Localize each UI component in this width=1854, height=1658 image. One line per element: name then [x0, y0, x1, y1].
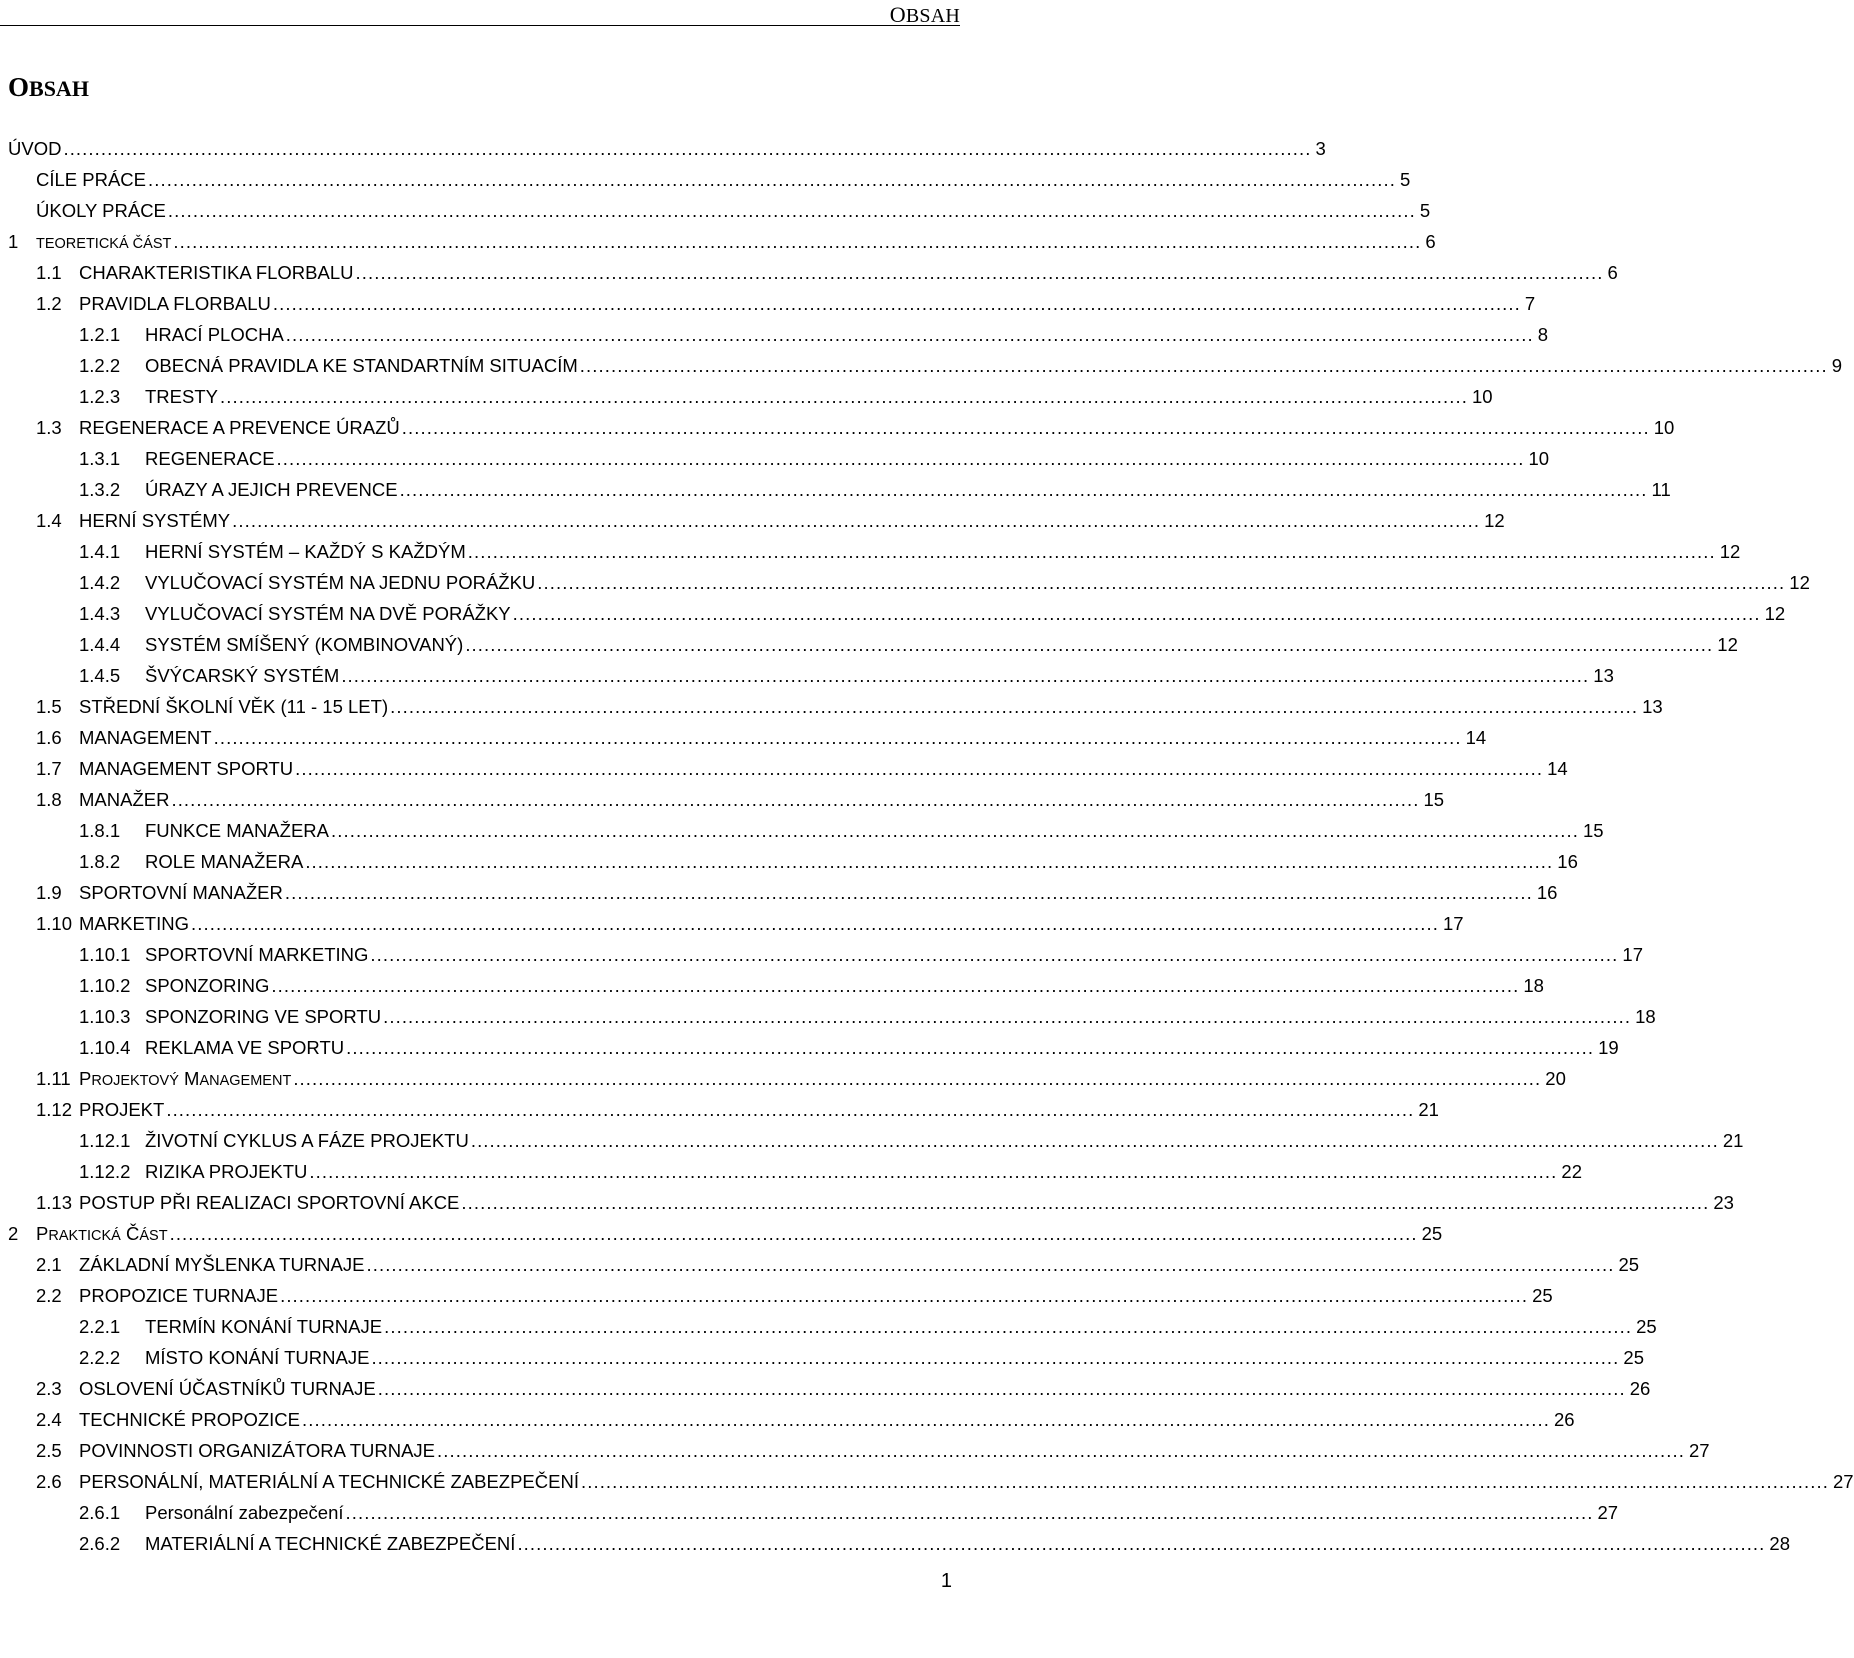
toc-entry-number: 1.13	[36, 1192, 73, 1213]
toc-entry-page: 9	[1831, 355, 1843, 376]
toc-entry-page: 14	[1465, 727, 1487, 748]
toc-entry-page: 20	[1545, 1068, 1566, 1089]
toc-entry-number: 1.4.1	[79, 541, 121, 562]
toc-leader-dots: ........................................................................................................................................................................................................	[437, 1440, 1685, 1461]
toc-entry-title: CHARAKTERISTIKA FLORBALU	[79, 262, 354, 283]
page-number: 1	[940, 1570, 952, 1592]
toc-leader-dots: ........................................................................................................................................................................................................	[63, 138, 1312, 159]
toc-entry-page: 5	[1419, 200, 1431, 221]
toc-leader-dots: ........................................................................................................................................................................................................	[470, 1130, 1719, 1151]
toc-entry-number: 1.8	[36, 789, 62, 810]
toc-entry[interactable]	[8, 754, 1568, 785]
toc-entry[interactable]	[8, 165, 1411, 196]
toc-entry[interactable]	[8, 723, 1487, 754]
toc-leader-dots: ........................................................................................................................................................................................................	[167, 200, 1416, 221]
page-title	[8, 72, 89, 103]
toc-entry-title: REKLAMA VE SPORTU	[145, 1037, 345, 1058]
toc-entry-title: FUNKCE MANAŽERA	[145, 820, 329, 841]
toc-entry-title: ROLE MANAŽERA	[145, 851, 304, 872]
toc-entry-page: 6	[1607, 262, 1618, 283]
toc-entry-number: 2.3	[36, 1378, 62, 1399]
toc-entry-page: 17	[1622, 944, 1643, 965]
toc-entry-page: 22	[1561, 1161, 1582, 1182]
toc-entry-page: 5	[1400, 169, 1411, 190]
toc-leader-dots: ........................................................................................................................................................................................................	[461, 1192, 1710, 1213]
toc-entry-number: 1.4.4	[79, 634, 121, 655]
toc-entry-number: 2	[8, 1223, 19, 1244]
toc-entry[interactable]	[8, 134, 1326, 165]
toc-entry[interactable]	[8, 227, 1436, 258]
page-title-initial: O	[8, 72, 30, 102]
toc-entry-number: 1.12.2	[79, 1161, 131, 1182]
toc-entry[interactable]	[8, 599, 1786, 630]
toc-leader-dots: ........................................................................................................................................................................................................	[309, 1161, 1558, 1182]
toc-leader-dots: ........................................................................................................................................................................................................	[169, 1223, 1418, 1244]
toc-entry-number: 1.3.2	[79, 479, 121, 500]
toc-entry-page: 25	[1618, 1254, 1640, 1275]
toc-entry-page: 23	[1713, 1192, 1734, 1213]
toc-entry-title: CÍLE PRÁCE	[36, 169, 147, 190]
toc-entry-number: 2.2.2	[79, 1347, 121, 1368]
toc-entry-number: 2.1	[36, 1254, 62, 1275]
toc-entry-number: 2.6.2	[79, 1533, 121, 1554]
toc-entry-page: 16	[1557, 851, 1578, 872]
toc-entry[interactable]	[8, 909, 1464, 940]
toc-leader-dots: ........................................................................................................................................................................................................	[512, 603, 1761, 624]
toc-entry-number: 1.3	[36, 417, 62, 438]
toc-entry[interactable]	[8, 196, 1431, 227]
toc-entry[interactable]	[8, 1064, 1566, 1095]
toc-entry-page: 21	[1418, 1099, 1439, 1120]
toc-leader-dots: ........................................................................................................................................................................................................	[284, 882, 1533, 903]
toc-entry-number: 2.6.1	[79, 1502, 121, 1523]
toc-entry[interactable]	[8, 382, 1493, 413]
toc-entry-page: 18	[1523, 975, 1544, 996]
toc-entry-page: 17	[1442, 913, 1464, 934]
toc-entry[interactable]	[8, 1157, 1582, 1188]
toc-entry-title: HERNÍ SYSTÉMY	[79, 510, 231, 531]
toc-entry[interactable]	[8, 971, 1544, 1002]
toc-leader-dots: ........................................................................................................................................................................................................	[346, 1037, 1595, 1058]
toc-entry-title: TECHNICKÉ PROPOZICE	[79, 1409, 300, 1430]
toc-entry-title: PROJEKT	[79, 1099, 165, 1120]
toc-entry-page: 26	[1629, 1378, 1651, 1399]
toc-entry-page: 19	[1598, 1037, 1619, 1058]
toc-entry-number: 1.2.2	[79, 355, 121, 376]
toc-leader-dots: ........................................................................................................................................................................................................	[213, 727, 1462, 748]
toc-entry-page: 15	[1423, 789, 1445, 810]
toc-entry[interactable]	[8, 1467, 1854, 1498]
toc-leader-dots: ........................................................................................................................................................................................................	[370, 944, 1619, 965]
toc-entry[interactable]	[8, 506, 1505, 537]
toc-entry[interactable]	[8, 847, 1578, 878]
toc-entry-number: 1.10.4	[79, 1037, 131, 1058]
toc-entry-number: 1.9	[36, 882, 62, 903]
toc-entry-number: 1.10	[36, 913, 73, 934]
toc-entry-number: 1.4.3	[79, 603, 121, 624]
toc-leader-dots: ........................................................................................................................................................................................................	[190, 913, 1439, 934]
toc-entry-number: 1.4.2	[79, 572, 121, 593]
toc-entry[interactable]	[8, 289, 1536, 320]
toc-entry-number: 1.4	[36, 510, 62, 531]
toc-entry-number: 1.12	[36, 1099, 73, 1120]
toc-entry-title: SPORTOVNÍ MANAŽER	[79, 882, 283, 903]
toc-entry-page: 12	[1789, 572, 1810, 593]
toc-entry-page: 28	[1769, 1533, 1790, 1554]
toc-entry-title: ÚVOD	[8, 138, 62, 159]
toc-leader-dots: ........................................................................................................................................................................................................	[517, 1533, 1766, 1554]
toc-entry[interactable]	[8, 537, 1741, 568]
toc-entry-number: 1.6	[36, 727, 62, 748]
toc-leader-dots: ........................................................................................................................................................................................................	[219, 386, 1468, 407]
toc-entry-number: 1.8.2	[79, 851, 121, 872]
toc-entry-title: MANAŽER	[79, 789, 170, 810]
toc-entry-number: 1	[8, 231, 19, 252]
toc-entry-title: PROPOZICE TURNAJE	[79, 1285, 279, 1306]
toc-entry-title: VYLUČOVACÍ SYSTÉM NA DVĚ PORÁŽKY	[145, 603, 511, 624]
toc-entry[interactable]	[8, 444, 1550, 475]
toc-entry-number: 1.4.5	[79, 665, 121, 686]
toc-entry-page: 3	[1315, 138, 1326, 159]
toc-entry-page: 27	[1597, 1502, 1619, 1523]
toc-entry-page: 18	[1635, 1006, 1656, 1027]
toc-entry[interactable]	[8, 413, 1675, 444]
toc-leader-dots: ........................................................................................................................................................................................................	[285, 324, 1534, 345]
toc-entry[interactable]	[8, 1436, 1710, 1467]
toc-entry-title: PROJEKTOVÝ MANAGEMENT	[79, 1068, 292, 1089]
toc-entry-title: STŘEDNÍ ŠKOLNÍ VĚK (11 - 15 LET)	[79, 696, 389, 717]
toc-entry-number: 1.5	[36, 696, 62, 717]
toc-entry-title: MATERIÁLNÍ A TECHNICKÉ ZABEZPEČENÍ	[145, 1533, 516, 1554]
toc-entry-page: 11	[1651, 479, 1671, 500]
toc-entry-title: MANAGEMENT	[79, 727, 212, 748]
toc-entry-page: 13	[1593, 665, 1614, 686]
toc-entry[interactable]	[8, 692, 1663, 723]
header-rule	[0, 25, 960, 26]
toc-entry[interactable]	[8, 1405, 1575, 1436]
toc-leader-dots: ........................................................................................................................................................................................................	[377, 1378, 1626, 1399]
toc-entry-number: 2.2.1	[79, 1316, 121, 1337]
toc-entry[interactable]	[8, 940, 1643, 971]
toc-entry-title: SPONZORING	[145, 975, 270, 996]
toc-entry-title: Personální zabezpečení	[145, 1502, 344, 1523]
toc-entry-title: HRACÍ PLOCHA	[145, 324, 284, 345]
toc-entry-page: 7	[1524, 293, 1536, 314]
toc-entry-page: 14	[1547, 758, 1568, 779]
toc-leader-dots: ........................................................................................................................................................................................................	[399, 479, 1648, 500]
toc-entry-number: 1.12.1	[79, 1130, 131, 1151]
toc-leader-dots: ........................................................................................................................................................................................................	[345, 1502, 1594, 1523]
toc-entry[interactable]	[8, 630, 1738, 661]
toc-entry-page: 6	[1425, 231, 1436, 252]
toc-entry-number: 1.11	[36, 1068, 71, 1089]
toc-entry-title: PRAVIDLA FLORBALU	[79, 293, 271, 314]
toc-entry[interactable]	[8, 351, 1843, 382]
toc-leader-dots: ........................................................................................................................................................................................................	[355, 262, 1604, 283]
toc-entry-number: 1.3.1	[79, 448, 121, 469]
toc-entry-page: 27	[1689, 1440, 1710, 1461]
toc-leader-dots: ........................................................................................................................................................................................................	[390, 696, 1639, 717]
toc-leader-dots: ........................................................................................................................................................................................................	[173, 231, 1422, 252]
toc-entry-page: 27	[1832, 1471, 1854, 1492]
toc-entry-title: PRAKTICKÁ ČÁST	[36, 1223, 168, 1244]
toc-entry[interactable]	[8, 1343, 1644, 1374]
toc-entry-number: 2.4	[36, 1409, 62, 1430]
toc-entry[interactable]	[8, 1095, 1439, 1126]
toc-entry-number: 1.10.1	[79, 944, 131, 965]
toc-entry-page: 15	[1582, 820, 1604, 841]
toc-entry-number: 2.2	[36, 1285, 62, 1306]
toc-leader-dots: ........................................................................................................................................................................................................	[467, 541, 1716, 562]
toc-leader-dots: ........................................................................................................................................................................................................	[383, 1006, 1632, 1027]
toc-entry-number: 1.10.3	[79, 1006, 131, 1027]
toc-entry-page: 25	[1532, 1285, 1553, 1306]
toc-entry-title: REGENERACE	[145, 448, 275, 469]
toc-entry-title: SPORTOVNÍ MARKETING	[145, 944, 369, 965]
toc-entry-page: 21	[1722, 1130, 1744, 1151]
toc-entry[interactable]	[8, 1498, 1619, 1529]
toc-entry[interactable]	[8, 1281, 1553, 1312]
toc-entry[interactable]	[8, 816, 1604, 847]
toc-entry-page: 25	[1421, 1223, 1443, 1244]
toc-leader-dots: ........................................................................................................................................................................................................	[537, 572, 1786, 593]
toc-entry[interactable]	[8, 1312, 1657, 1343]
toc-entry-page: 12	[1484, 510, 1505, 531]
toc-entry-page: 12	[1717, 634, 1738, 655]
toc-leader-dots: ........................................................................................................................................................................................................	[280, 1285, 1529, 1306]
running-header-rest: BSAH	[905, 5, 960, 27]
toc-entry-title: OBECNÁ PRAVIDLA KE STANDARTNÍM SITUACÍM	[145, 355, 578, 376]
toc-entry-page: 8	[1537, 324, 1549, 345]
toc-leader-dots: ........................................................................................................................................................................................................	[171, 789, 1420, 810]
table-of-contents	[8, 134, 1854, 1560]
toc-leader-dots: ........................................................................................................................................................................................................	[341, 665, 1590, 686]
toc-entry-page: 25	[1636, 1316, 1657, 1337]
toc-entry-title: TERMÍN KONÁNÍ TURNAJE	[145, 1316, 383, 1337]
toc-entry[interactable]	[8, 1374, 1651, 1405]
toc-leader-dots: ........................................................................................................................................................................................................	[401, 417, 1650, 438]
toc-entry-title: RIZIKA PROJEKTU	[145, 1161, 308, 1182]
toc-entry-title: ÚRAZY A JEJICH PREVENCE	[145, 479, 398, 500]
running-header-initial: O	[889, 2, 906, 27]
toc-entry-title: SYSTÉM SMÍŠENÝ (KOMBINOVANÝ)	[145, 634, 464, 655]
toc-entry[interactable]	[8, 1529, 1790, 1560]
toc-entry-title: REGENERACE A PREVENCE ÚRAZŮ	[79, 417, 400, 438]
toc-entry-number: 2.6	[36, 1471, 62, 1492]
toc-entry-title: POSTUP PŘI REALIZACI SPORTOVNÍ AKCE	[79, 1192, 460, 1213]
toc-entry[interactable]	[8, 785, 1445, 816]
toc-entry-page: 10	[1528, 448, 1550, 469]
toc-entry[interactable]	[8, 661, 1614, 692]
toc-leader-dots: ........................................................................................................................................................................................................	[271, 975, 1520, 996]
toc-entry[interactable]	[8, 1002, 1656, 1033]
toc-entry[interactable]	[8, 1033, 1619, 1064]
toc-leader-dots: ........................................................................................................................................................................................................	[148, 169, 1396, 190]
toc-leader-dots: ........................................................................................................................................................................................................	[166, 1099, 1415, 1120]
toc-entry[interactable]	[8, 320, 1549, 351]
toc-entry-title: ÚKOLY PRÁCE	[36, 200, 166, 221]
page-title-rest: BSAH	[29, 76, 89, 101]
toc-entry-title: ŠVÝCARSKÝ SYSTÉM	[145, 665, 340, 686]
toc-entry-title: POVINNOSTI ORGANIZÁTORA TURNAJE	[79, 1440, 436, 1461]
toc-entry-title: VYLUČOVACÍ SYSTÉM NA JEDNU PORÁŽKU	[145, 572, 536, 593]
toc-leader-dots: ........................................................................................................................................................................................................	[232, 510, 1481, 531]
toc-entry-title: MARKETING	[79, 913, 189, 934]
toc-entry-page: 25	[1623, 1347, 1644, 1368]
toc-leader-dots: ........................................................................................................................................................................................................	[465, 634, 1714, 655]
toc-entry[interactable]	[8, 1219, 1443, 1250]
toc-entry[interactable]	[8, 475, 1671, 506]
toc-entry-page: 16	[1536, 882, 1558, 903]
toc-entry-title: TEORETICKÁ ČÁST	[36, 236, 172, 252]
toc-entry-page: 12	[1719, 541, 1741, 562]
toc-entry-number: 1.2	[36, 293, 62, 314]
toc-entry-page: 13	[1642, 696, 1663, 717]
toc-entry-page: 12	[1764, 603, 1786, 624]
toc-leader-dots: ........................................................................................................................................................................................................	[366, 1254, 1615, 1275]
toc-leader-dots: ........................................................................................................................................................................................................	[276, 448, 1525, 469]
toc-entry-title: MANAGEMENT SPORTU	[79, 758, 294, 779]
toc-entry-page: 26	[1553, 1409, 1575, 1430]
toc-entry-title: OSLOVENÍ ÚČASTNÍKŮ TURNAJE	[79, 1378, 376, 1399]
toc-entry[interactable]	[8, 878, 1558, 909]
toc-entry[interactable]	[8, 1126, 1744, 1157]
toc-leader-dots: ........................................................................................................................................................................................................	[302, 1409, 1550, 1430]
toc-entry-title: HERNÍ SYSTÉM – KAŽDÝ S KAŽDÝM	[145, 541, 466, 562]
toc-entry-page: 10	[1471, 386, 1493, 407]
toc-leader-dots: ........................................................................................................................................................................................................	[331, 820, 1579, 841]
toc-entry-title: PERSONÁLNÍ, MATERIÁLNÍ A TECHNICKÉ ZABEZPEČENÍ	[79, 1471, 579, 1492]
toc-entry[interactable]	[8, 1188, 1734, 1219]
toc-entry-number: 1.2.3	[79, 386, 121, 407]
toc-entry[interactable]	[8, 1250, 1640, 1281]
toc-leader-dots: ........................................................................................................................................................................................................	[579, 355, 1828, 376]
toc-entry-title: MÍSTO KONÁNÍ TURNAJE	[145, 1347, 370, 1368]
toc-entry[interactable]	[8, 258, 1618, 289]
toc-entry-title: ŽIVOTNÍ CYKLUS A FÁZE PROJEKTU	[145, 1130, 469, 1151]
toc-leader-dots: ........................................................................................................................................................................................................	[293, 1068, 1542, 1089]
toc-entry-number: 1.2.1	[79, 324, 121, 345]
toc-entry[interactable]	[8, 568, 1810, 599]
toc-leader-dots: ........................................................................................................................................................................................................	[580, 1471, 1829, 1492]
toc-entry-page: 10	[1653, 417, 1675, 438]
toc-entry-number: 2.5	[36, 1440, 62, 1461]
toc-leader-dots: ........................................................................................................................................................................................................	[272, 293, 1521, 314]
toc-leader-dots: ........................................................................................................................................................................................................	[371, 1347, 1620, 1368]
toc-entry-number: 1.7	[36, 758, 62, 779]
toc-leader-dots: ........................................................................................................................................................................................................	[384, 1316, 1633, 1337]
toc-entry-number: 1.1	[36, 262, 62, 283]
toc-entry-title: SPONZORING VE SPORTU	[145, 1006, 382, 1027]
toc-entry-title: ZÁKLADNÍ MYŠLENKA TURNAJE	[79, 1254, 365, 1275]
toc-entry-number: 1.8.1	[79, 820, 121, 841]
toc-leader-dots: ........................................................................................................................................................................................................	[305, 851, 1554, 872]
toc-entry-number: 1.10.2	[79, 975, 131, 996]
toc-leader-dots: ........................................................................................................................................................................................................	[295, 758, 1544, 779]
toc-entry-title: TRESTY	[145, 386, 218, 407]
